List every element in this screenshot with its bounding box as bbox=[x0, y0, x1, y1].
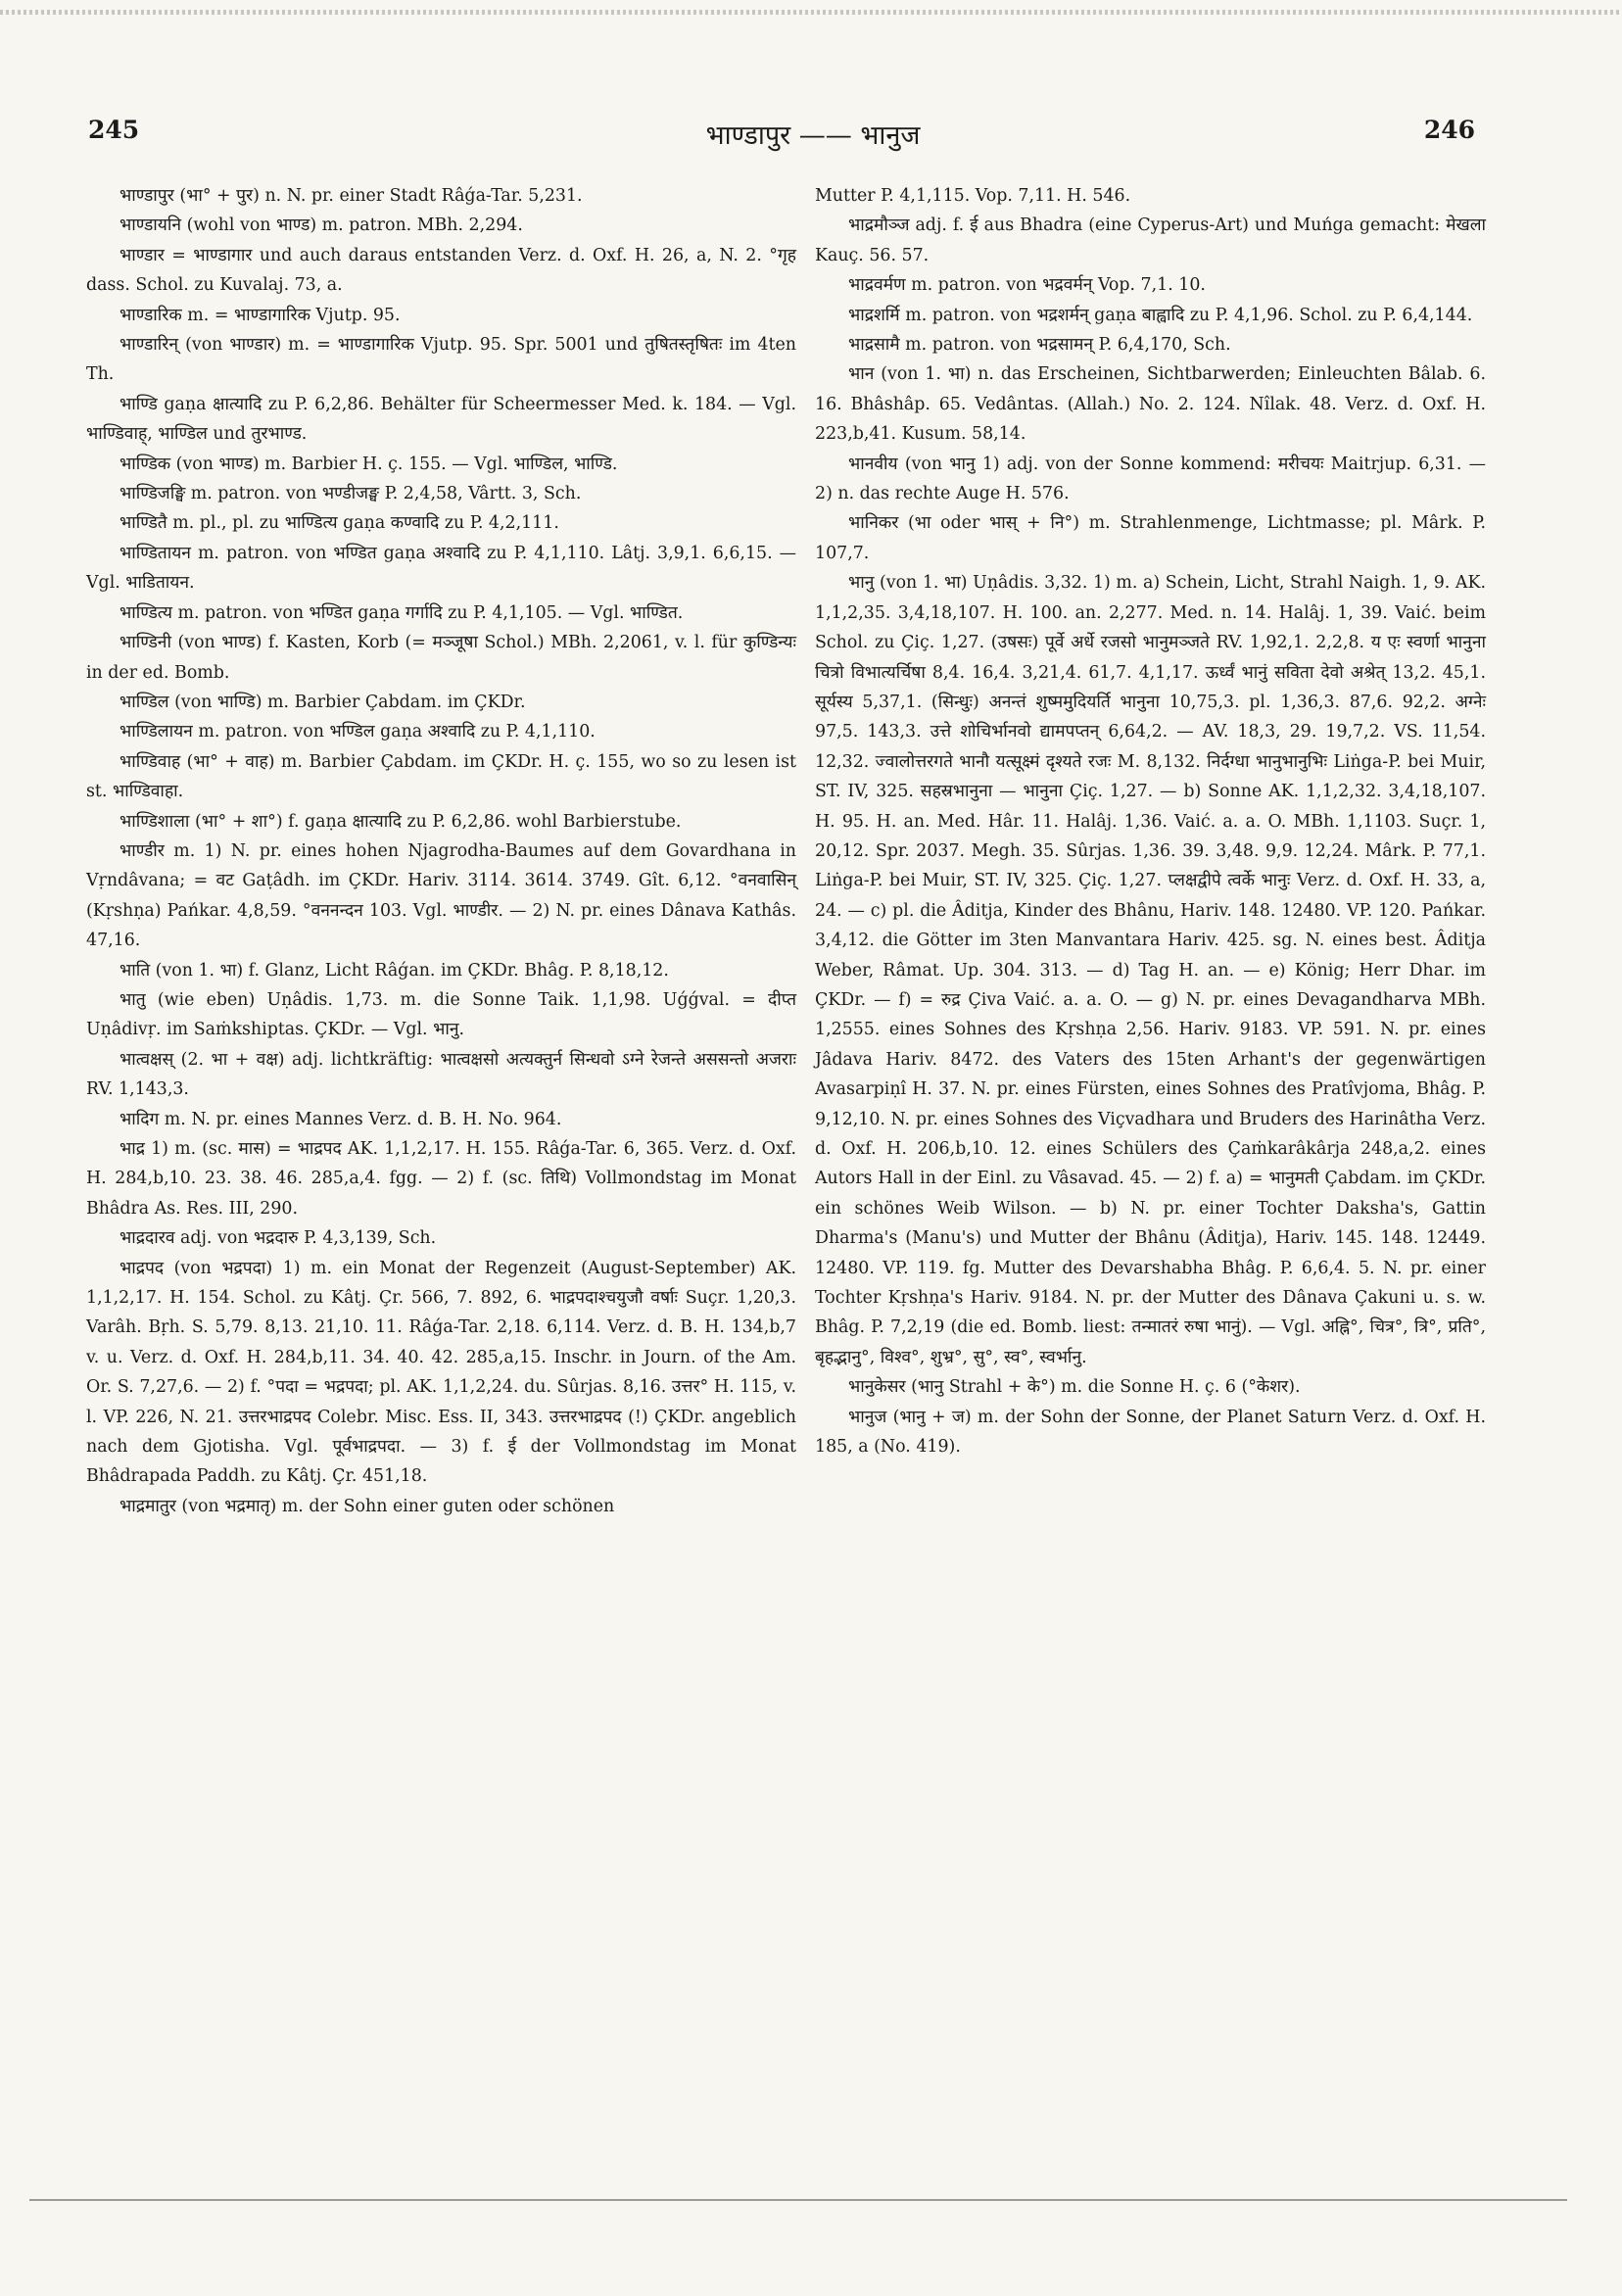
entry: भाण्डितै m. pl., pl. zu भाण्डित्य gaṇa कण्वादि zu P. 4,2,111. bbox=[119, 513, 559, 534]
entry: भाण्डित्य m. patron. von भण्डित gaṇa गर्गादि zu P. 4,1,105. — Vgl. भाण्डित. bbox=[119, 602, 684, 623]
entry: भाण्डापुर (भा° + पुर) n. N. pr. einer Stadt Râǵa-Tar. 5,231. bbox=[119, 186, 583, 206]
entry: भाद्रपद (von भद्रपदा) 1) m. ein Monat der Regenzeit (August-September) AK. 1,1,2,17. H. 154. Schol. zu Kâtj. Çr. 566, 7. 892, 6. भाद्रपदाश्चयुजौ वर्षाः Suçr. 1,20,3. Varâh. Bṛh. S. 5,79. 8,13. 21,10. 11. Râǵa-Tar. 2,18. 6,114. Verz. d. B. H. 134,b,7 v. u. Verz. d. Oxf. H. 284,b,11. 34. 40. 42. 285,a,15. Inschr. in Journ. of the Am. Or. S. 7,27,6. — 2) f. °पदा = भद्रपदा; pl. AK. 1,1,2,24. du. Sûrjas. 8,16. उत्तर° H. 115, v. l. VP. 226, N. 21. उत्तरभाद्रपद Colebr. Misc. Ess. II, 343. उत्तरभाद्रपद (!) ÇKDr. angeblich nach dem Gjotisha. Vgl. पूर्वभाद्रपदा. — 3) f. ई der Vollmondstag im Monat Bhâdrapada Paddh. zu Kâtj. Çr. 451,18. bbox=[86, 1258, 796, 1487]
entry: भाद्रशर्मि m. patron. von भद्रशर्मन् gaṇa बाह्वादि zu P. 4,1,96. Schol. zu P. 6,4,144. bbox=[848, 305, 1473, 325]
entry: भाण्डिनी (von भाण्ड) f. Kasten, Korb (= मञ्जूषा Schol.) MBh. 2,2061, v. l. für कुण्डिन्यः in der ed. Bomb. bbox=[86, 633, 796, 683]
entry: भाति (von 1. भा) f. Glanz, Licht Râǵan. im ÇKDr. Bhâg. P. 8,18,12. bbox=[119, 960, 669, 981]
entry: भाण्डि gaṇa क्षात्यादि zu P. 6,2,86. Behälter für Scheermesser Med. k. 184. — Vgl. भाण्डिवाह्, भाण्डिल und तुरभाण्ड. bbox=[86, 394, 796, 445]
entry: भाण्डिक (von भाण्ड) m. Barbier H. ç. 155. — Vgl. भाण्डिल, भाण्डि. bbox=[119, 454, 618, 474]
entry: भानु (von 1. भा) Uṇâdis. 3,32. 1) m. a) Schein, Licht, Strahl Naigh. 1, 9. AK. 1,1,2,35. 3,4,18,107. H. 100. an. 2,277. Med. n. 14. Halâj. 1, 39. Vaić. beim Schol. zu Çiç. 1,27. (उषसः) पूर्वे अर्धे रजसो भानुमञ्जते RV. 1,92,1. 2,2,8. य एः स्वर्णा भानुना चित्रो विभात्यर्चिषा 8,4. 16,4. 3,21,4. 61,7. 4,1,17. ऊर्ध्वं भानुं सविता देवो अश्रेत् 13,2. 45,1. सूर्यस्य 5,37,1. (सिन्धुः) अनन्तं शुष्ममुदियर्ति भानुना 10,75,3. pl. 1,36,3. 87,6. 92,2. अग्नेः 97,5. 143,3. उत्ते शोचिर्भानवो द्यामपप्तन् 6,64,2. — AV. 18,3, 29. 19,7,2. VS. 11,54. 12,32. ज्वालोत्तरगते भानौ यत्सूक्ष्मं दृश्यते रजः M. 8,132. निर्दग्धा भानुभानुभिः Liṅga-P. bei Muir, ST. IV, 325. सहस्रभानुना — भानुना Çiç. 1,27. — b) Sonne AK. 1,1,2,32. 3,4,18,107. H. 95. H. an. Med. Hâr. 11. Halâj. 1,36. Vaić. a. a. O. MBh. 1,1103. Suçr. 1, 20,12. Spr. 2037. Megh. 35. Sûrjas. 1,36. 39. 3,48. 9,9. 12,24. Mârk. P. 77,1. Liṅga-P. bei Muir, ST. IV, 325. Çiç. 1,27. प्लक्षद्वीपे त्वर्के भानुः Verz. d. Oxf. H. 33, a, 24. — c) pl. die Âditja, Kinder des Bhânu, Hariv. 148. 12480. VP. 120. Pańkar. 3,4,12. die Götter im 3ten Manvantara Hariv. 425. sg. N. eines best. Âditja Weber, Râmat. Up. 304. 313. — d) Tag H. an. — e) König; Herr Dhar. im ÇKDr. — f) = रुद्र Çiva Vaić. a. a. O. — g) N. pr. eines Devagandharva MBh. 1,2555. eines Sohnes des Kṛshṇa 2,56. Hariv. 9183. VP. 591. N. pr. eines Jâdava Hariv. 8472. des Vaters des 15ten Arhant's der gegenwärtigen Avasarpiṇî H. 37. N. pr. eines Fürsten, eines Sohnes des Pratîvjoma, Bhâg. P. 9,12,10. N. pr. eines Sohnes des Viçvadhara und Bruders des Harinâtha Verz. d. Oxf. H. 206,b,10. 12. eines Schülers des Çaṁkarâkârja 248,a,2. eines Autors Hall in der Einl. zu Vâsavad. 45. — 2) f. a) = भानुमती Çabdam. im ÇKDr. ein schönes Weib Wilson. — b) N. pr. einer Tochter Daksha's, Gattin Dharma's (Manu's) und Mutter der Bhânu (Âditja), Hariv. 145. 148. 12449. 12480. VP. 119. fg. Mutter des Devarshabha Bhâg. P. 6,6,4. 5. N. pr. einer Tochter Kṛshṇa's Hariv. 9184. N. pr. der Mutter des Dânava Çakuni u. s. w. Bhâg. P. 7,2,19 (die ed. Bomb. liest: तन्मातरं रुषा भानुं). — Vgl. अह्नि°, चित्र°, त्रि°, प्रति°, बृहद्भानु°, विश्व°, शुभ्र°, सु°, स्व°, स्वर्भानु. bbox=[815, 573, 1486, 1367]
left-column bbox=[86, 181, 796, 1521]
entry: भानुज (भानु + ज) m. der Sohn der Sonne, der Planet Saturn Verz. d. Oxf. H. 185, a (No. 419). bbox=[815, 1407, 1486, 1458]
entry: भाण्डिल (von भाण्डि) m. Barbier Çabdam. im ÇKDr. bbox=[119, 692, 526, 712]
entry: भान (von 1. भा) n. das Erscheinen, Sichtbarwerden; Einleuchten Bâlab. 6. 16. Bhâshâp. 65. Vedântas. (Allah.) No. 2. 124. Nîlak. 48. Verz. d. Oxf. H. 223,b,41. Kusum. 58,14. bbox=[815, 364, 1486, 445]
entry: भानवीय (von भानु 1) adj. von der Sonne kommend: मरीचयः Maitrjup. 6,31. — 2) n. das rechte Auge H. 576. bbox=[815, 454, 1486, 504]
entry: भाद्रदारव adj. von भद्रदारु P. 4,3,139, Sch. bbox=[119, 1228, 437, 1249]
entry: भाण्डिवाह (भा° + वाह) m. Barbier Çabdam. im ÇKDr. H. ç. 155, wo so zu lesen ist st. भाण्डिवाहा. bbox=[86, 751, 796, 802]
entry: भाण्डायनि (wohl von भाण्ड) m. patron. MBh. 2,294. bbox=[119, 215, 523, 236]
entry: भाण्डीर m. 1) N. pr. eines hohen Njagrodha-Baumes auf dem Govardhana in Vṛndâvana; = वट Gaṭâdh. im ÇKDr. Hariv. 3114. 3614. 3749. Gît. 6,12. °वनवासिन् (Kṛshṇa) Pańkar. 4,8,59. °वननन्दन 103. Vgl. भाण्डीर. — 2) N. pr. eines Dânava Kathâs. 47,16. bbox=[86, 840, 796, 951]
page-number-right: 246 bbox=[1423, 116, 1475, 144]
entry: भाद्रसामै m. patron. von भद्रसामन् P. 6,4,170, Sch. bbox=[848, 335, 1231, 356]
bottom-rule bbox=[29, 2199, 1567, 2201]
entry: भात्वक्षस् (2. भा + वक्ष) adj. lichtkräftig: भात्वक्षसो अत्यक्तुर्न सिन्धवो ऽग्ने रेजन्ते अससन्तो अजराः RV. 1,143,3. bbox=[86, 1049, 796, 1100]
entry: भाण्डितायन m. patron. von भण्डित gaṇa अश्वादि zu P. 4,1,110. Lâtj. 3,9,1. 6,6,15. — Vgl. भाडितायन. bbox=[86, 543, 796, 594]
top-scan-border bbox=[0, 10, 1622, 15]
page-number-left: 245 bbox=[88, 116, 140, 144]
entry: भाण्डिशाला (भा° + शा°) f. gaṇa क्षात्यादि zu P. 6,2,86. wohl Barbierstube. bbox=[119, 811, 682, 832]
entry: भाद्र 1) m. (sc. मास) = भाद्रपद AK. 1,1,2,17. H. 155. Râǵa-Tar. 6, 365. Verz. d. Oxf. H. 284,b,10. 23. 38. 46. 285,a,4. fgg. — 2) f. (sc. तिथि) Vollmondstag im Monat Bhâdra As. Res. III, 290. bbox=[86, 1139, 796, 1219]
entry: भातु (wie eben) Uṇâdis. 1,73. m. die Sonne Taik. 1,1,98. Uǵǵval. = दीप्त Uṇâdivṛ. im Saṁkshiptas. ÇKDr. — Vgl. भानु. bbox=[86, 989, 796, 1040]
entry: भाण्डिलायन m. patron. von भण्डिल gaṇa अश्वादि zu P. 4,1,110. bbox=[119, 722, 596, 742]
entry-continuation: Mutter P. 4,1,115. Vop. 7,11. H. 546. bbox=[815, 186, 1131, 206]
entry: भाण्डिजङ्घि m. patron. von भण्डीजङ्घ P. 2,4,58, Vârtt. 3, Sch. bbox=[119, 484, 582, 504]
right-column bbox=[815, 181, 1486, 1461]
entry: भाद्रमौञ्ज adj. f. ई aus Bhadra (eine Cyperus-Art) und Muńga gemacht: मेखला Kauç. 56. 57. bbox=[815, 215, 1486, 265]
entry: भानुकेसर (भानु Strahl + के°) m. die Sonne H. ç. 6 (°केशर). bbox=[848, 1377, 1301, 1398]
entry: भाद्रवर्मण m. patron. von भद्रवर्मन् Vop. 7,1. 10. bbox=[848, 275, 1206, 296]
entry: भाण्डारिक m. = भाण्डागारिक Vjutp. 95. bbox=[119, 305, 401, 325]
running-title: भाण्डापुर —— भानुज bbox=[705, 120, 921, 151]
entry: भाण्डारिन् (von भाण्डार) m. = भाण्डागारिक Vjutp. 95. Spr. 5001 und तुषितस्तृषितः im 4ten Th. bbox=[86, 335, 796, 385]
entry: भादिग m. N. pr. eines Mannes Verz. d. B. H. No. 964. bbox=[119, 1109, 562, 1129]
entry: भाद्रमातुर (von भद्रमातृ) m. der Sohn einer guten oder schönen bbox=[119, 1496, 615, 1516]
entry: भाण्डार = भाण्डागार und auch daraus entstanden Verz. d. Oxf. H. 26, a, N. 2. °गृह dass. Schol. zu Kuvalaj. 73, a. bbox=[86, 245, 796, 296]
entry: भानिकर (भा oder भास् + नि°) m. Strahlenmenge, Lichtmasse; pl. Mârk. P. 107,7. bbox=[815, 513, 1486, 563]
